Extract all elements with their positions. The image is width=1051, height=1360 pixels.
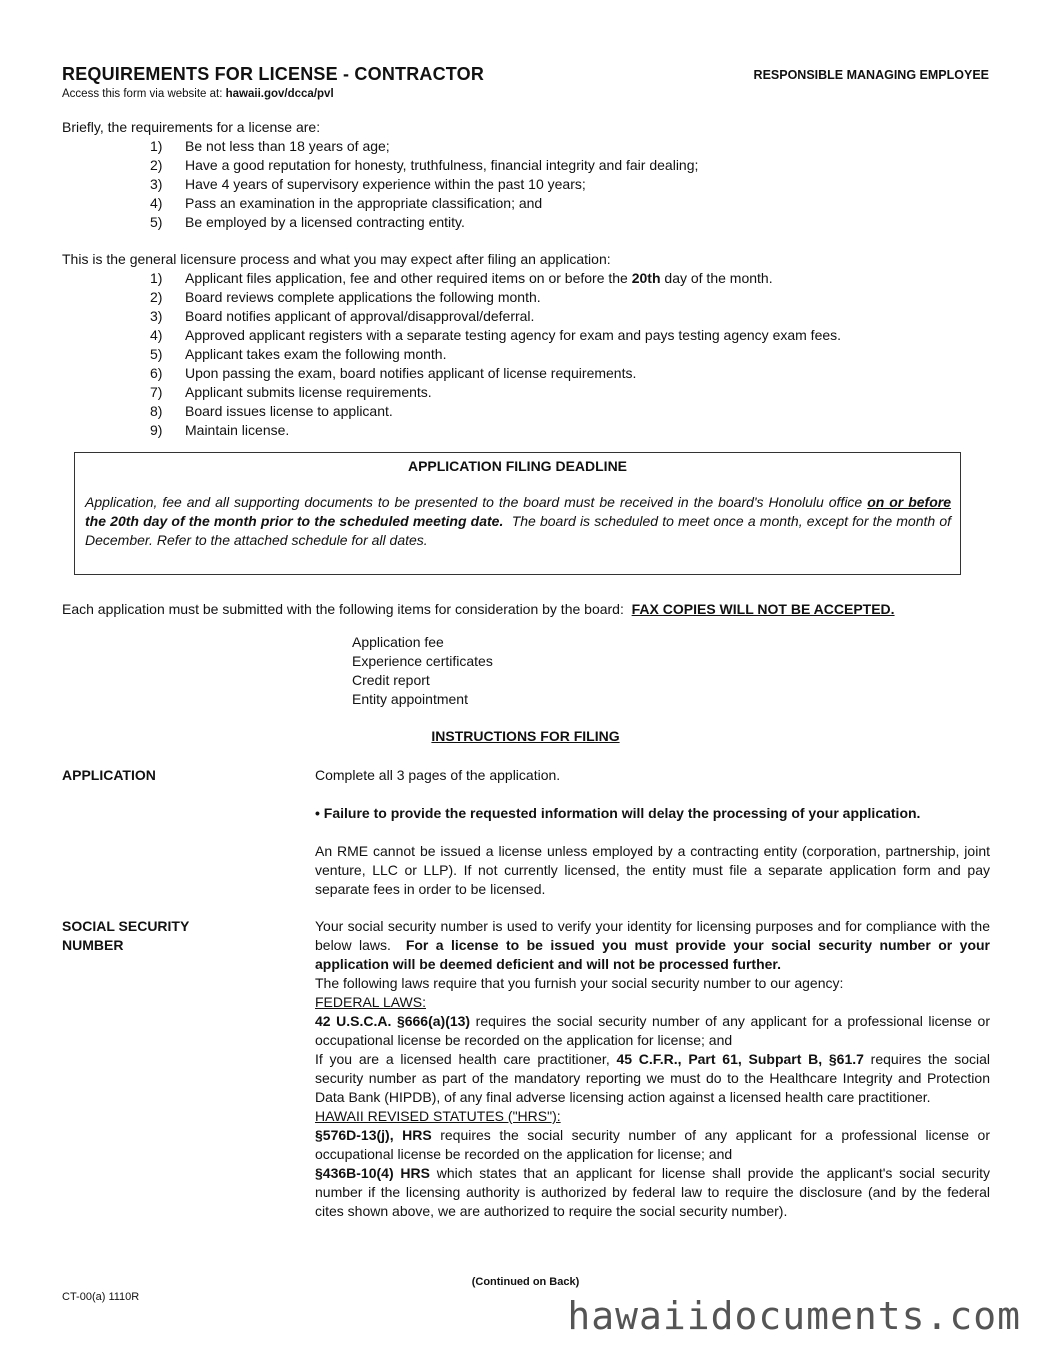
- ssn-text: Your social security number is used to verify your identity for licensing purposes and for compliance with the below laws. For a license to be issued you must provide your social security number or your application will be deemed deficient and will not be processed further. The following laws require that you furnish your social security number to our agency: FEDERAL LAWS: 42 U.S.C.A. §666(a)(13) requires the social security number of any applicant for a professional license or occupational license be recorded on the application for license; and If you are a licensed health care practitioner, 45 C.F.R., Part 61, Subpart B, §61.7 requires the social security number as part of the mandatory reporting we must do to the Healthcare Integrity and Protection Data Bank (HIPDB), of any final adverse licensing action against a licensed health care practitioner. HAWAII REVISED STATUTES ("HRS"): §576D-13(j), HRS requires the social security number of any applicant for a professional license or occupational license be recorded on the application for license; and §436B-10(4) HRS which states that an applicant for license shall provide the applicant's social security number if the licensing authority is authorized by federal law to require the disclosure (and by the federal cites shown above, we are authorized to require the social security number).: [315, 918, 990, 1219]
- application-label: APPLICATION: [62, 767, 156, 783]
- process-list: [150, 269, 841, 440]
- list-item: 3) Board notifies applicant of approval/disapproval/deferral.: [150, 308, 535, 324]
- list-item: 3) Have 4 years of supervisory experience within the past 10 years;: [150, 176, 586, 192]
- access-prefix: Access this form via website at:: [62, 88, 223, 100]
- list-item: Experience certificates: [352, 653, 493, 669]
- submit-line: Each application must be submitted with the following items for consideration by the board: FAX COPIES WILL NOT BE ACCEPTED.: [62, 601, 895, 617]
- list-item: Credit report: [352, 672, 430, 688]
- page-title: REQUIREMENTS FOR LICENSE - CONTRACTOR: [62, 64, 485, 84]
- deadline-text: Application, fee and all supporting documents to be presented to the board must be received in the board's Honolulu office on or before the 20th day of the month prior to the scheduled meeting date. The board is scheduled to meet once a month, except for the month of December. Refer to the attached schedule for all dates.: [85, 494, 952, 548]
- list-item: 1) Be not less than 18 years of age;: [150, 138, 390, 154]
- list-item: 4) Pass an examination in the appropriate classification; and: [150, 195, 543, 211]
- access-line: [62, 88, 334, 100]
- submit-items: [352, 633, 493, 709]
- list-item: 2) Have a good reputation for honesty, truthfulness, financial integrity and fair dealing;: [150, 157, 699, 173]
- list-item: 7) Applicant submits license requirements.: [150, 384, 432, 400]
- requirements-intro: Briefly, the requirements for a license are:: [62, 119, 321, 135]
- list-item: 5) Applicant takes exam the following month.: [150, 346, 447, 362]
- application-paragraph: An RME cannot be issued a license unless employed by a contracting entity (corporation, partnership, joint venture, LLC or LLP). If not currently licensed, the entity must file a separate application form and pay separate fees in order to be licensed.: [315, 843, 990, 897]
- hrs-heading: HAWAII REVISED STATUTES ("HRS"):: [315, 1108, 561, 1124]
- watermark: hawaiidocuments.com: [567, 1294, 1021, 1338]
- fax-notice: FAX COPIES WILL NOT BE ACCEPTED.: [631, 601, 895, 617]
- federal-laws-heading: FEDERAL LAWS:: [315, 994, 426, 1010]
- list-item: 6) Upon passing the exam, board notifies applicant of license requirements.: [150, 365, 637, 381]
- deadline-box: [74, 452, 961, 575]
- process-intro: This is the general licensure process and what you may expect after filing an application:: [62, 251, 611, 267]
- access-url-link[interactable]: hawaii.gov/dcca/pvl: [225, 88, 334, 100]
- requirements-list: [150, 137, 698, 232]
- deadline-heading: APPLICATION FILING DEADLINE: [407, 458, 628, 474]
- list-item: 2) Board reviews complete applications the following month.: [150, 289, 541, 305]
- continued-note: (Continued on Back): [471, 1276, 580, 1288]
- ssn-label: SOCIAL SECURITY NUMBER: [62, 918, 190, 953]
- form-subtitle: RESPONSIBLE MANAGING EMPLOYEE: [753, 68, 989, 82]
- form-number: CT-00(a) 1110R: [62, 1291, 140, 1303]
- list-item: Application fee: [352, 634, 444, 650]
- application-warning: • Failure to provide the requested information will delay the processing of your application.: [315, 805, 921, 821]
- list-item: Entity appointment: [352, 691, 468, 707]
- list-item: 4) Approved applicant registers with a separate testing agency for exam and pays testing agency exam fees.: [150, 327, 842, 343]
- application-line: Complete all 3 pages of the application.: [315, 767, 561, 783]
- list-item: 8) Board issues license to applicant.: [150, 403, 393, 419]
- list-item: 1) Applicant files application, fee and other required items on or before the 20th day of the month.: [150, 270, 773, 286]
- list-item: 9) Maintain license.: [150, 422, 290, 438]
- list-item: 5) Be employed by a licensed contracting entity.: [150, 214, 465, 230]
- instructions-heading: INSTRUCTIONS FOR FILING: [431, 728, 620, 744]
